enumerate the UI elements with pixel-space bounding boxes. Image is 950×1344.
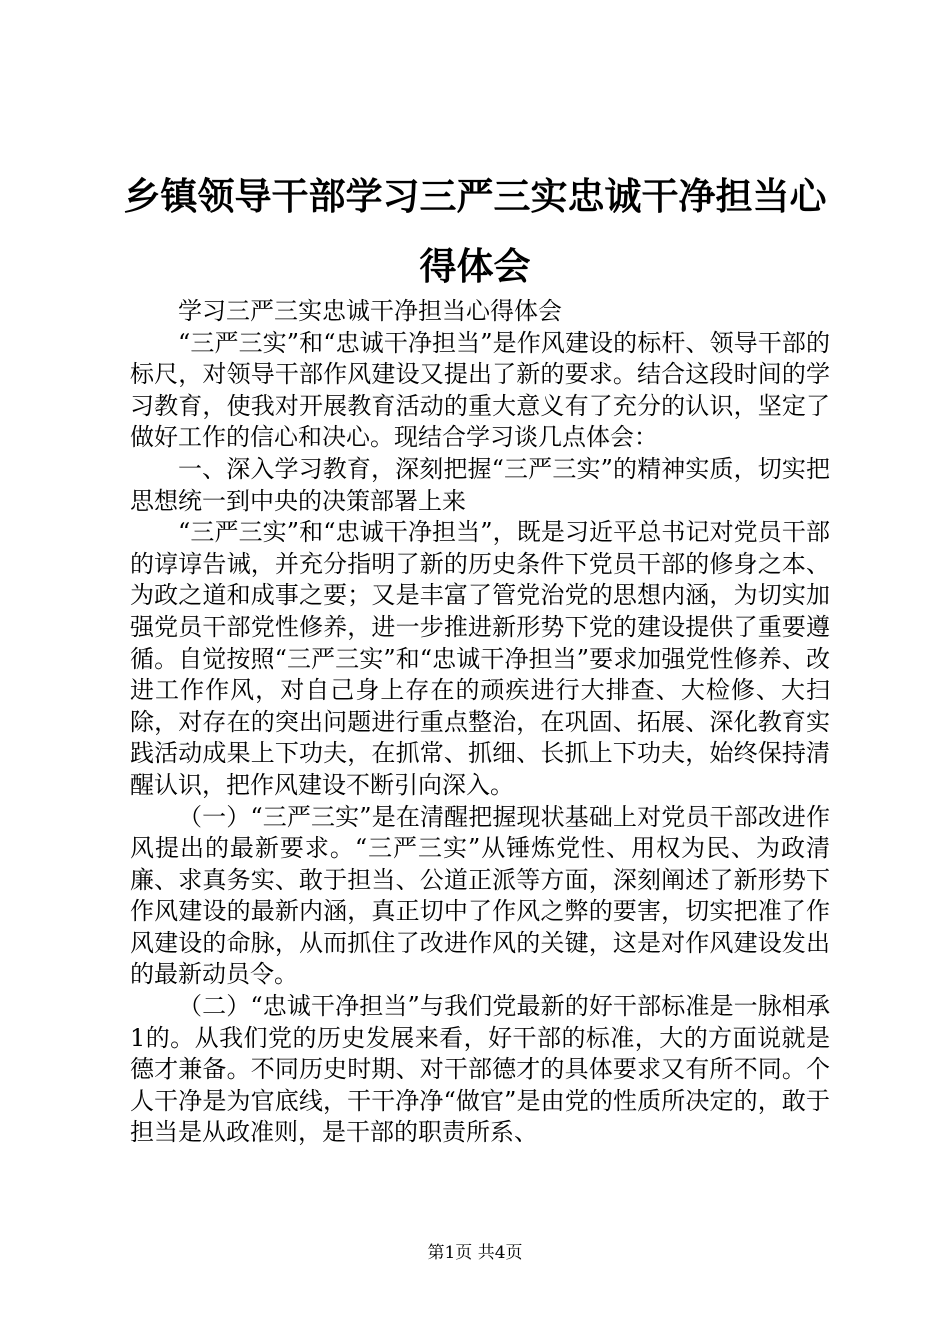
paragraph-subtitle: 学习三严三实忠诚干净担当心得体会 (178, 297, 562, 325)
page-footer: 第1页 共4页 (427, 1243, 523, 1263)
paragraph-point-1: （一）“三严三实”是在清醒把握现状基础上对党员干部改进作风提出的最新要求。“三严三实”从锤炼党性、用权为民、为政清廉、求真务实、敢于担当、公道正派等方面，深刻阐述了新形势下作风建设的最新内涵，真正切中了作风之弊的要害，切实把准了作风建设的命脉，从而抓住了改进作风的关键，这是对作风建设发出的最新动员令。 (130, 802, 830, 989)
document-title: 乡镇领导干部学习三严三实忠诚干净担当心得体会 (123, 175, 827, 288)
paragraph-section-heading-1: 一、深入学习教育，深刻把握“三严三实”的精神实质，切实把思想统一到中央的决策部署上来 (130, 454, 830, 515)
document-body (130, 296, 830, 1149)
paragraph-point-2: （二）“忠诚干净担当”与我们党最新的好干部标准是一脉相承1的。从我们党的历史发展来看，好干部的标准，大的方面说就是德才兼备。不同历史时期、对干部德才的具体要求又有所不同。个人干净是为官底线，干干净净“做官”是由党的性质所决定的，敢于担当是从政准则，是干部的职责所系、 (130, 992, 830, 1147)
paragraph-section-1-body: “三严三实”和“忠诚干净担当”，既是习近平总书记对党员干部的谆谆告诫，并充分指明了新的历史条件下党员干部的修身之本、为政之道和成事之要；又是丰富了管党治党的思想内涵，为切实加强党员干部党性修养，进一步推进新形势下党的建设提供了重要遵循。自觉按照“三严三实”和“忠诚干净担当”要求加强党性修养、改进工作作风，对自己身上存在的顽疾进行大排查、大检修、大扫除，对存在的突出问题进行重点整治，在巩固、拓展、深化教育实践活动成果上下功夫，在抓常、抓细、长抓上下功夫，始终保持清醒认识，把作风建设不断引向深入。 (130, 518, 830, 799)
paragraph-intro: “三严三实”和“忠诚干净担当”是作风建设的标杆、领导干部的标尺，对领导干部作风建设又提出了新的要求。结合这段时间的学习教育，使我对开展教育活动的重大意义有了充分的认识，坚定了做好工作的信心和决心。现结合学习谈几点体会： (130, 328, 830, 452)
